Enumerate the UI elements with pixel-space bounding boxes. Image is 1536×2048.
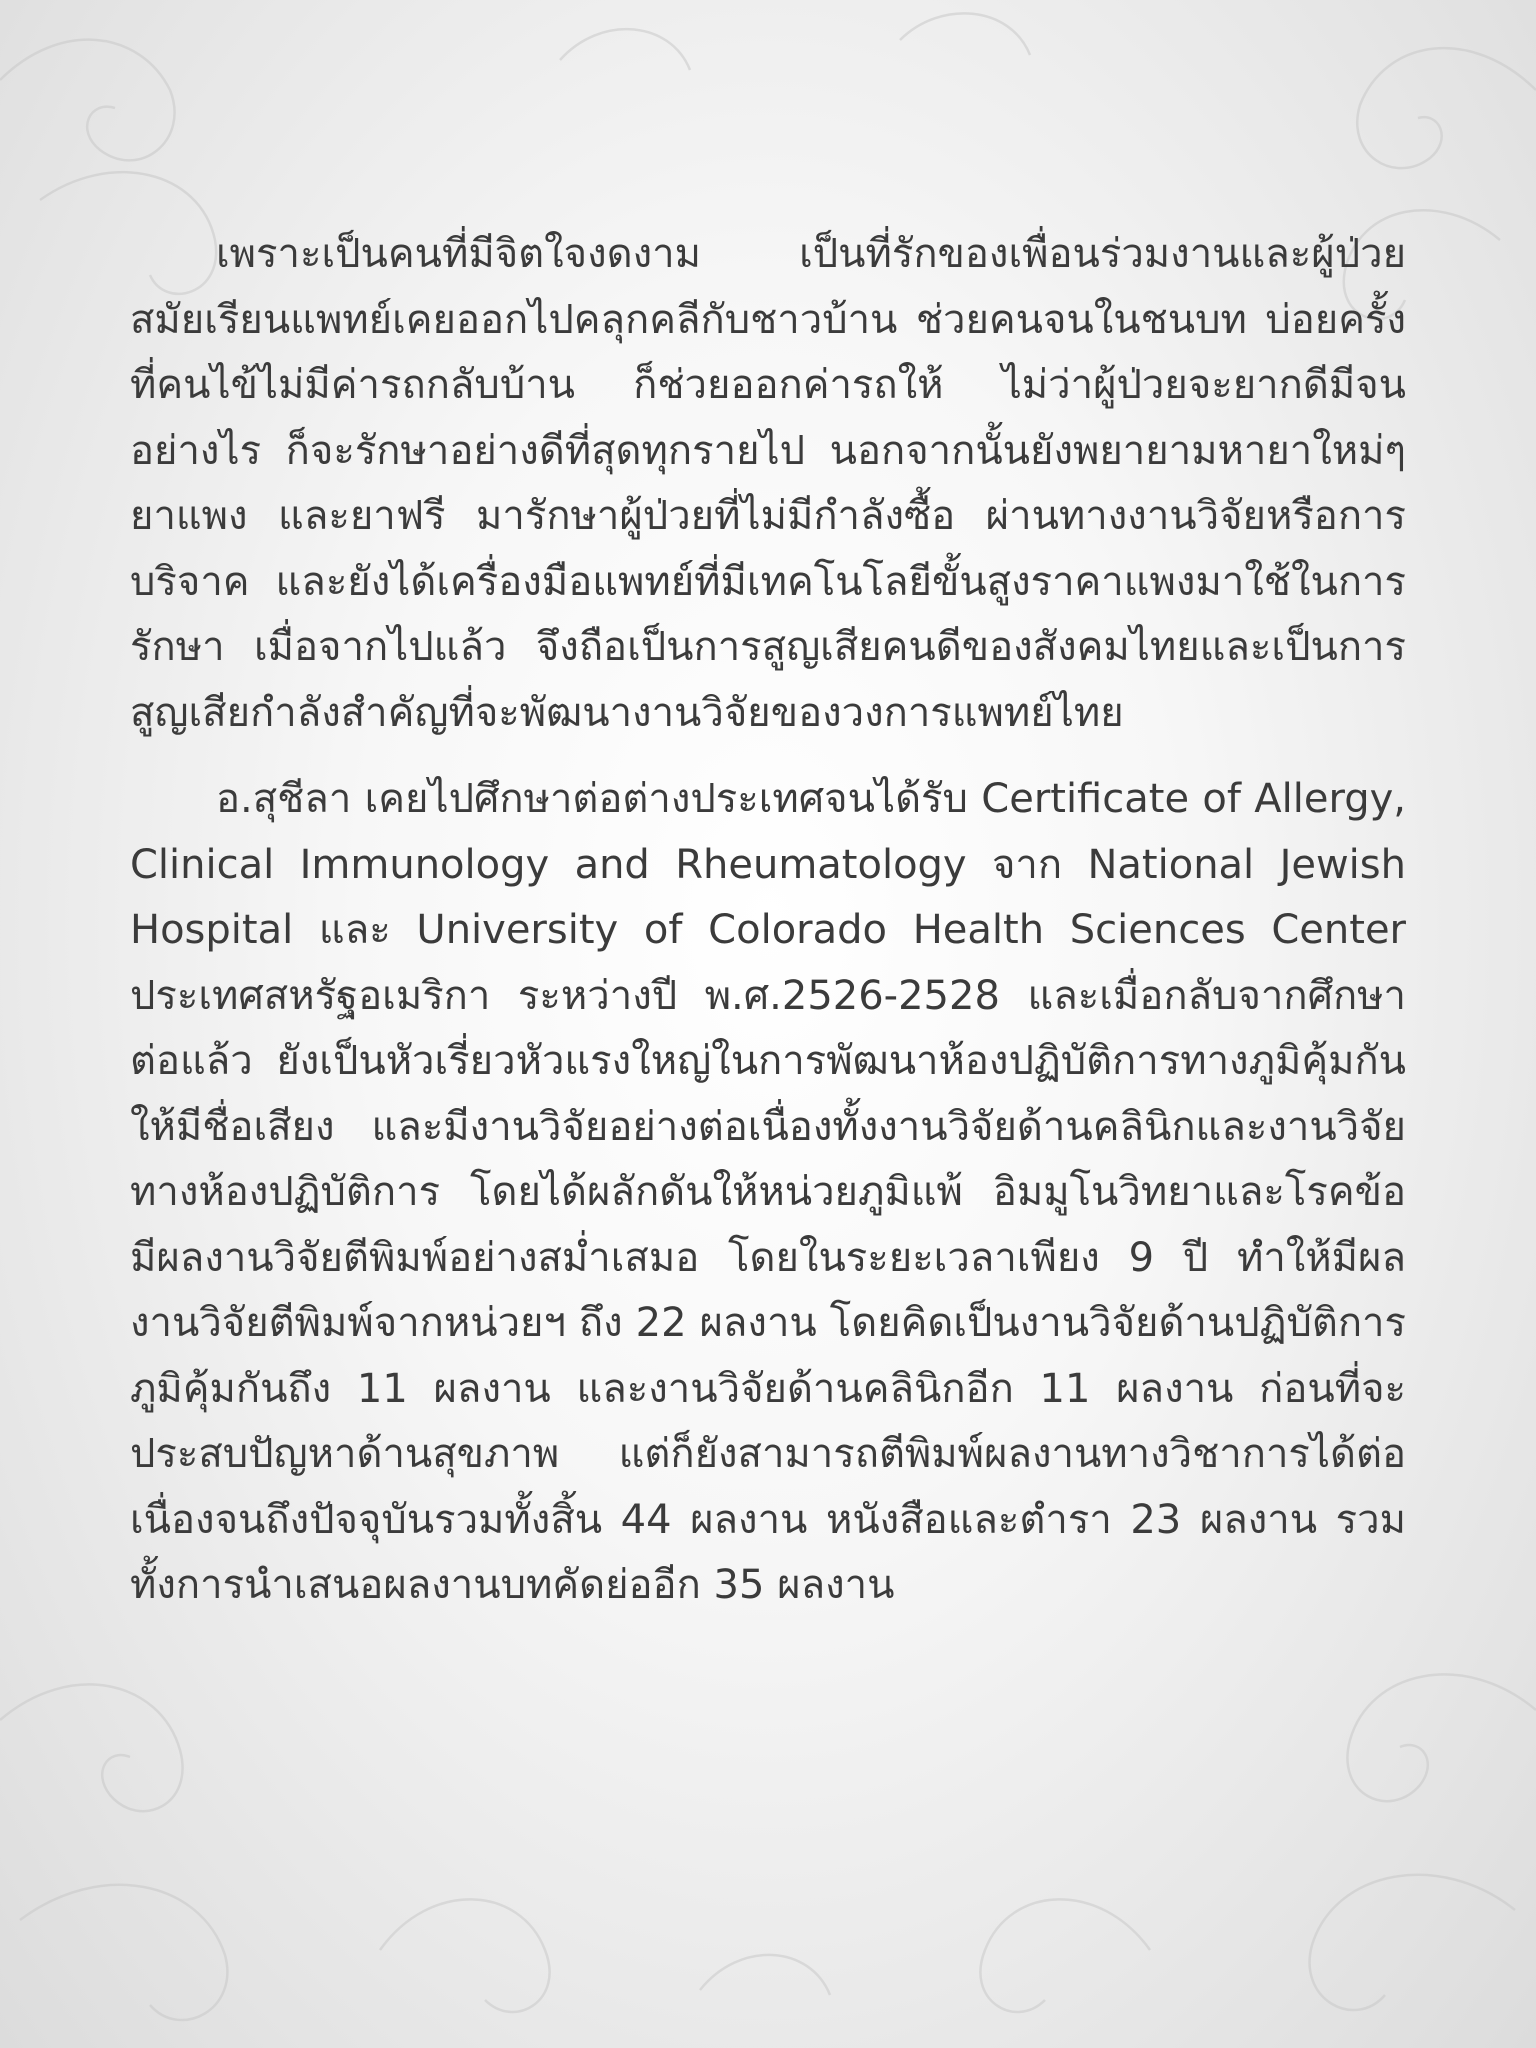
paragraph-1: เพราะเป็นคนที่มีจิตใจงดงาม เป็นที่รักของเพื่อนร่วมงานและผู้ป่วย สมัยเรียนแพทย์เคยออกไปคลุกคลีกับชาวบ้าน ช่วยคนจนในชนบท บ่อยครั้งที่คนไข้ไม่มีค่ารถกลับบ้าน ก็ช่วยออกค่ารถให้ ไม่ว่าผู้ป่วยจะยากดีมีจนอย่างไร ก็จะรักษาอย่างดีที่สุดทุกรายไป นอกจากนั้นยังพยายามหายาใหม่ๆ ยาแพง และยาฟรี มารักษาผู้ป่วยที่ไม่มีกำลังซื้อ ผ่านทางงานวิจัยหรือการบริจาค และยังได้เครื่องมือแพทย์ที่มีเทคโนโลยีขั้นสูงราคาแพงมาใช้ในการรักษา เมื่อจากไปแล้ว จึงถือเป็นการสูญเสียคนดีของสังคมไทยและเป็นการสูญเสียกำลังสำคัญที่จะพัฒนางานวิจัยของวงการแพทย์ไทย bbox=[130, 231, 1406, 736]
paragraph-2: อ.สุชีลา เคยไปศึกษาต่อต่างประเทศจนได้รับ Certificate of Allergy, Clinical Immunology and Rheumatology จาก National Jewish Hospital และ University of Colorado Health Sciences Center ประเทศสหรัฐอเมริกา ระหว่างปี พ.ศ.2526-2528 และเมื่อกลับจากศึกษาต่อแล้ว ยังเป็นหัวเรี่ยวหัวแรงใหญ่ในการพัฒนาห้องปฏิบัติการทางภูมิคุ้มกันให้มีชื่อเสียง และมีงานวิจัยอย่างต่อเนื่องทั้งงานวิจัยด้านคลินิกและงานวิจัยทางห้องปฏิบัติการ โดยได้ผลักดันให้หน่วยภูมิแพ้ อิมมูโนวิทยาและโรคข้อ มีผลงานวิจัยตีพิมพ์อย่างสม่ำเสมอ โดยในระยะเวลาเพียง 9 ปี ทำให้มีผลงานวิจัยตีพิมพ์จากหน่วยฯ ถึง 22 ผลงาน โดยคิดเป็นงานวิจัยด้านปฏิบัติการภูมิคุ้มกันถึง 11 ผลงาน และงานวิจัยด้านคลินิกอีก 11 ผลงาน ก่อนที่จะประสบปัญหาด้านสุขภาพ แต่ก็ยังสามารถตีพิมพ์ผลงานทางวิชาการได้ต่อเนื่องจนถึงปัจจุบันรวมทั้งสิ้น 44 ผลงาน หนังสือและตำรา 23 ผลงาน รวมทั้งการนำเสนอผลงานบทคัดย่ออีก 35 ผลงาน bbox=[130, 776, 1406, 1608]
body-text bbox=[130, 222, 1406, 1619]
